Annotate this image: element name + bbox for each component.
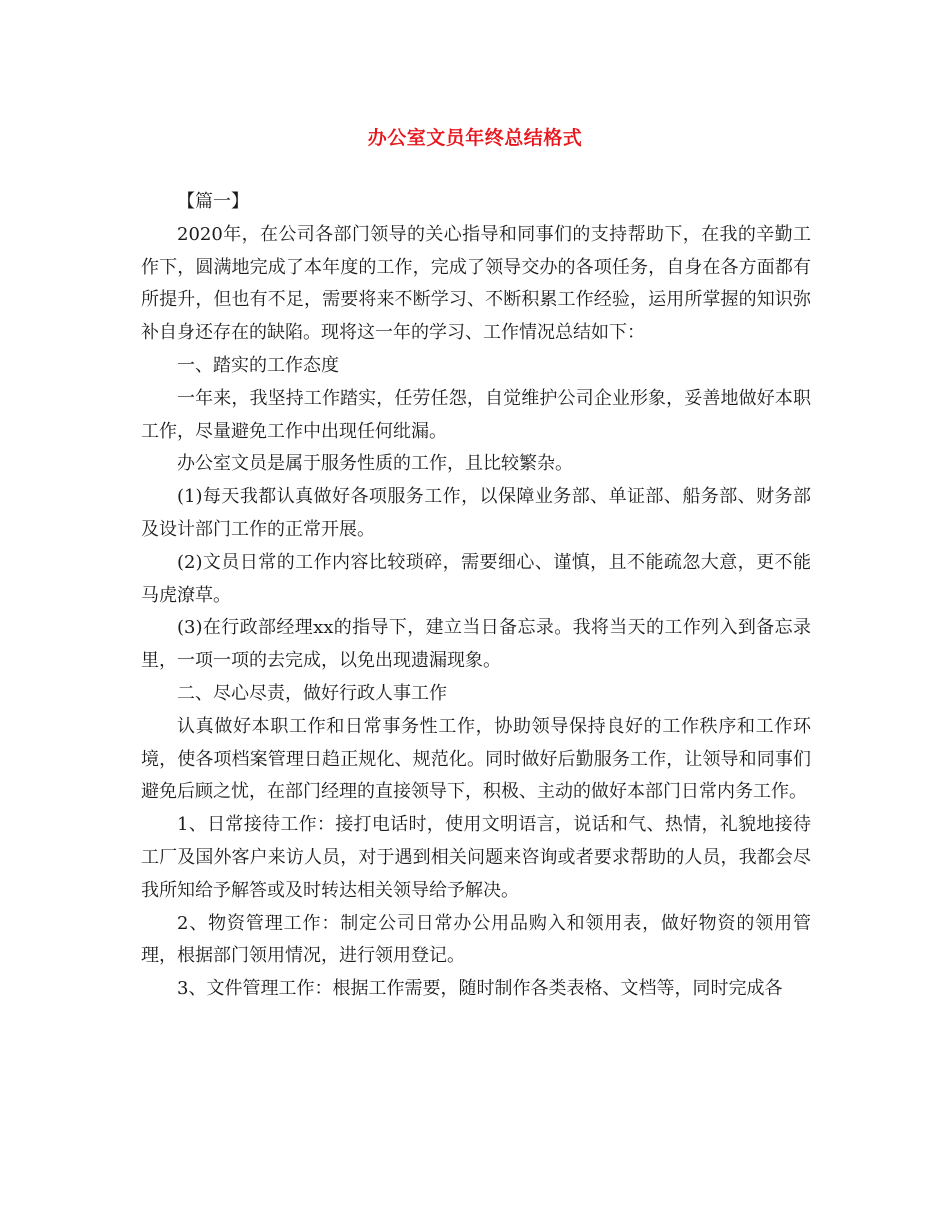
list-item-3: (3)在行政部经理xx的指导下，建立当日备忘录。我将当天的工作列入到备忘录里，一项一项的去完成，以免出现遗漏现象。	[141, 617, 811, 672]
list-item-2: (2)文员日常的工作内容比较琐碎，需要细心、谨慎，且不能疏忽大意，更不能马虎潦草。	[141, 551, 811, 606]
paragraph-work-attitude: 一年来，我坚持工作踏实，任劳任怨，自觉维护公司企业形象，妥善地做好本职工作，尽量避免工作中出现任何纰漏。	[141, 387, 811, 442]
section-heading-part-one: 【篇一】	[177, 191, 249, 212]
paragraph-file-management: 3、文件管理工作：根据工作需要，随时制作各类表格、文档等，同时完成各	[177, 978, 783, 1000]
section-heading-work-attitude: 一、踏实的工作态度	[177, 354, 339, 376]
paragraph-intro: 2020年，在公司各部门领导的关心指导和同事们的支持帮助下，在我的辛勤工作下，圆满地完成了本年度的工作，完成了领导交办的各项任务，自身在各方面都有所提升，但也有不足，需要将来不断学习、不断积累工作经验，运用所掌握的知识弥补自身还存在的缺陷。现将这一年的学习、工作情况总结如下：	[141, 223, 811, 344]
section-heading-admin-work: 二、尽心尽责，做好行政人事工作	[177, 682, 447, 704]
document-body	[141, 186, 811, 1006]
paragraph-supplies-management: 2、物资管理工作：制定公司日常办公用品购入和领用表，做好物资的领用管理，根据部门领用情况，进行领用登记。	[141, 912, 811, 967]
document-title: 办公室文员年终总结格式	[367, 127, 583, 149]
paragraph-reception-work: 1、日常接待工作：接打电话时，使用文明语言，说话和气、热情，礼貌地接待工厂及国外客户来访人员，对于遇到相关问题来咨询或者要求帮助的人员，我都会尽我所知给予解答或及时转达相关领导给予解决。	[141, 814, 811, 901]
paragraph-clerk-role: 办公室文员是属于服务性质的工作，且比较繁杂。	[177, 453, 573, 475]
list-item-1: (1)每天我都认真做好各项服务工作，以保障业务部、单证部、船务部、财务部及设计部门工作的正常开展。	[141, 486, 811, 540]
paragraph-admin-work: 认真做好本职工作和日常事务性工作，协助领导保持良好的工作秩序和工作环境，使各项档案管理日趋正规化、规范化。同时做好后勤服务工作，让领导和同事们避免后顾之忧，在部门经理的直接领导下，积极、主动的做好本部门日常内务工作。	[141, 715, 811, 803]
